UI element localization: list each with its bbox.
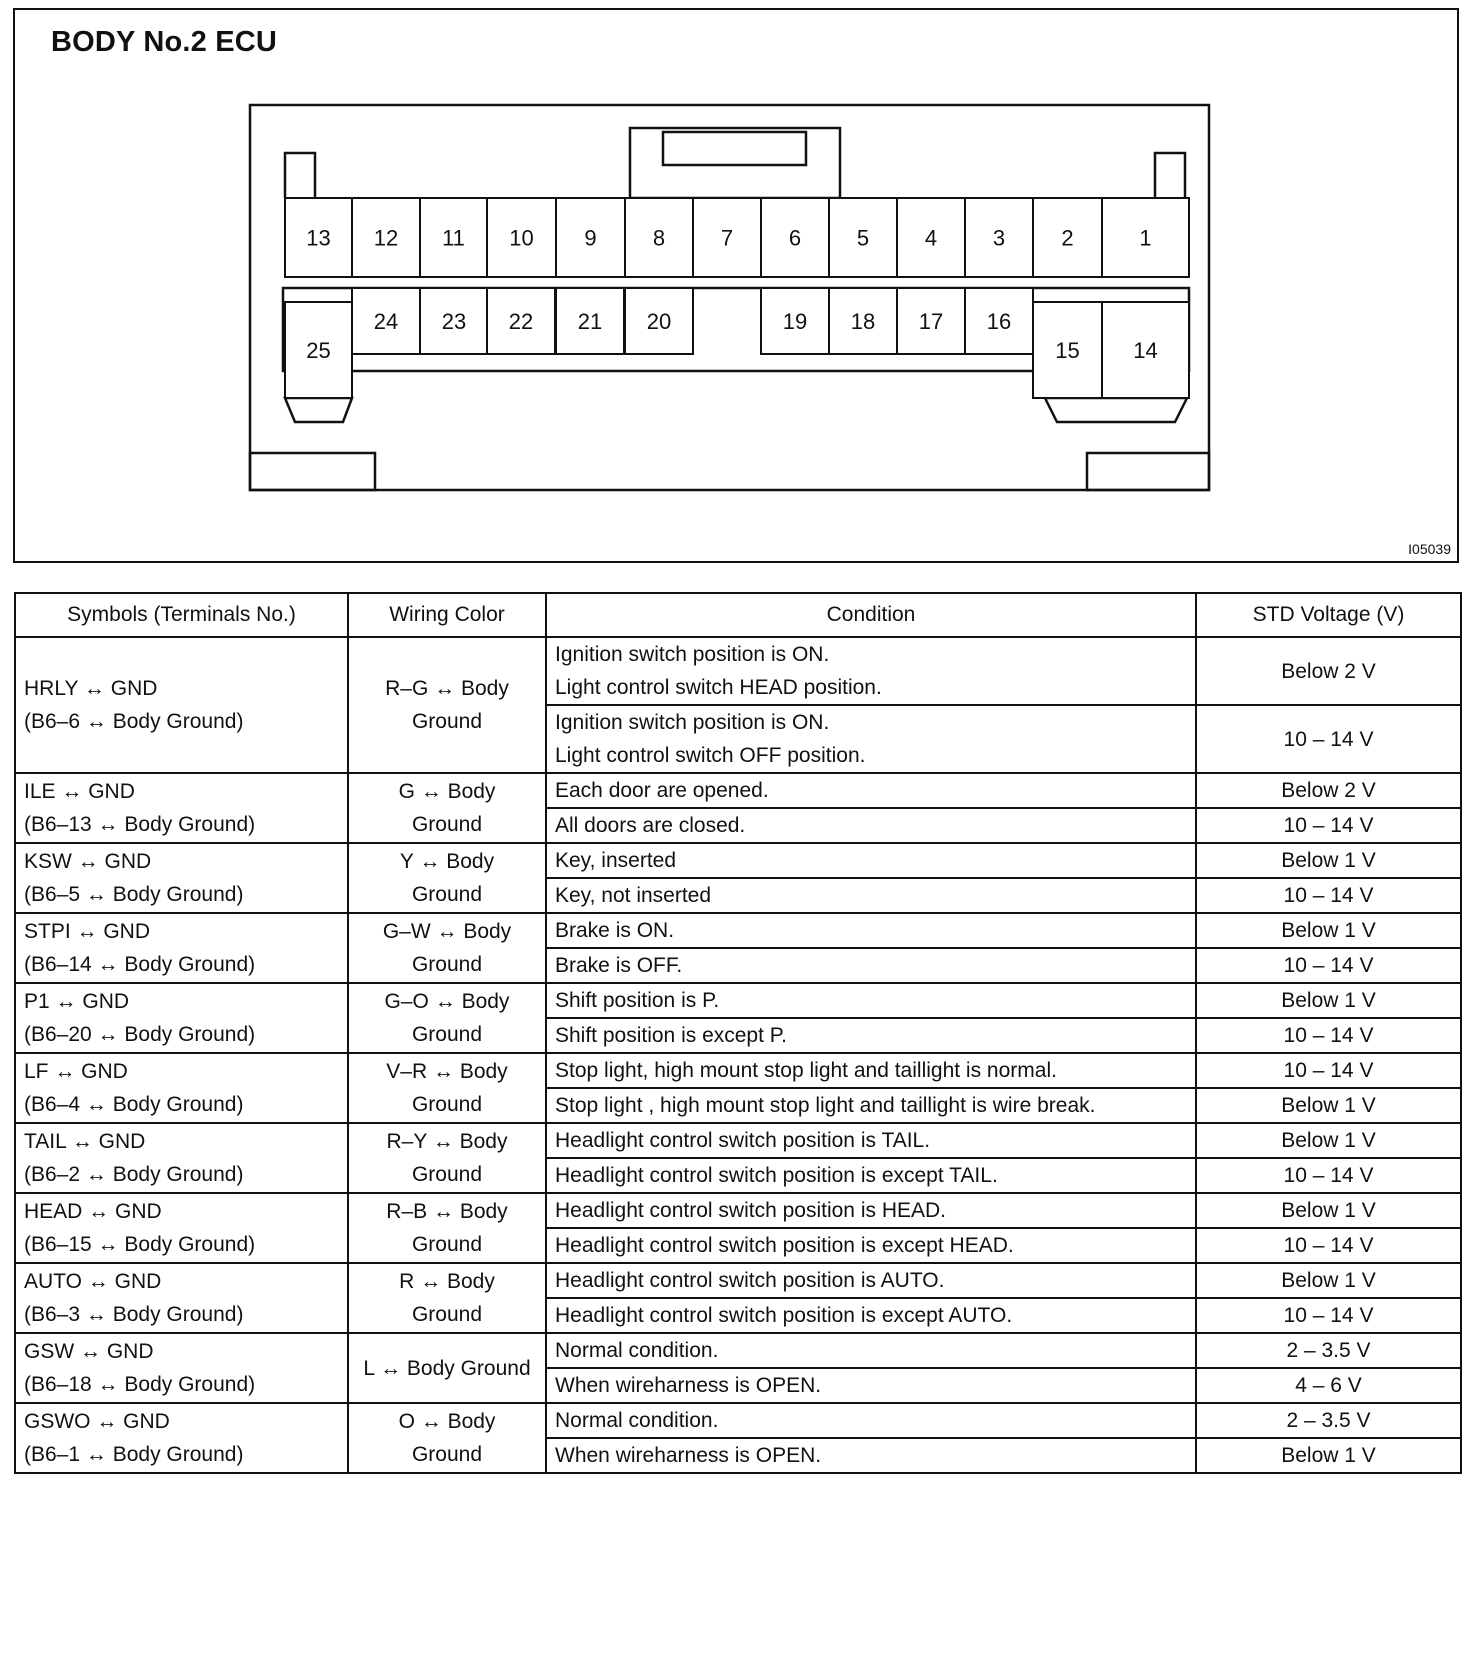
condition-text: All doors are closed. xyxy=(555,814,746,837)
table-row xyxy=(15,1333,1461,1368)
svg-text:13: 13 xyxy=(306,225,331,251)
condition-text: Stop light , high mount stop light and taillight is wire break. xyxy=(555,1094,1096,1117)
condition-cell xyxy=(546,1053,1196,1088)
symbol-cell xyxy=(15,1053,348,1123)
condition-cell xyxy=(546,878,1196,913)
right-foot xyxy=(1087,453,1209,490)
terminal-18 xyxy=(829,288,897,354)
terminal-number: (B6–13 ↔ Body Ground) xyxy=(24,813,256,836)
wiring-color-ground: Ground xyxy=(411,1093,483,1116)
condition-cell xyxy=(546,1438,1196,1473)
wiring-color-cell xyxy=(348,983,546,1053)
condition-text: Headlight control switch position is except TAIL. xyxy=(555,1164,998,1187)
terminal-5 xyxy=(829,198,897,277)
std-voltage: Below 1 V xyxy=(1196,913,1461,948)
svg-text:25: 25 xyxy=(306,338,331,363)
svg-text:8: 8 xyxy=(652,225,666,251)
std-voltage: 10 – 14 V xyxy=(1196,1053,1461,1088)
terminal-number: (B6–20 ↔ Body Ground) xyxy=(24,1023,256,1046)
right-base-taper xyxy=(1045,398,1187,422)
condition-text: Each door are opened. xyxy=(555,779,769,802)
wiring-color-ground: Ground xyxy=(411,1233,483,1256)
header-wiring-color: Wiring Color xyxy=(348,593,546,637)
table-row xyxy=(15,1123,1461,1158)
terminal-3 xyxy=(965,198,1033,277)
terminal-22 xyxy=(487,288,555,354)
svg-text:6: 6 xyxy=(788,225,802,251)
signal-symbol: P1 ↔ GND xyxy=(24,990,130,1013)
condition-cell xyxy=(546,1403,1196,1438)
terminal-2 xyxy=(1033,198,1102,277)
table-row xyxy=(15,637,1461,705)
svg-text:9: 9 xyxy=(584,225,597,251)
std-voltage: Below 1 V xyxy=(1196,1263,1461,1298)
symbol-cell xyxy=(15,1333,348,1403)
signal-symbol: TAIL ↔ GND xyxy=(24,1130,146,1153)
wiring-color-cell xyxy=(348,1123,546,1193)
wiring-color-cell xyxy=(348,637,546,773)
header-std-voltage: STD Voltage (V) xyxy=(1196,593,1461,637)
terminal-number: (B6–2 ↔ Body Ground) xyxy=(24,1163,244,1186)
wiring-color: G–O ↔ Body xyxy=(384,990,510,1013)
table-header-row xyxy=(15,593,1461,637)
svg-text:24: 24 xyxy=(373,309,399,334)
condition-text: Normal condition. xyxy=(555,1409,719,1432)
condition-text: Normal condition. xyxy=(555,1339,719,1362)
condition-text: When wireharness is OPEN. xyxy=(555,1444,822,1467)
table-row xyxy=(15,773,1461,808)
condition-text: Light control switch OFF position. xyxy=(555,744,866,767)
connector-drawing xyxy=(15,10,1457,561)
terminal-19 xyxy=(761,288,829,354)
svg-text:22: 22 xyxy=(508,309,534,334)
std-voltage: Below 1 V xyxy=(1196,983,1461,1018)
wiring-color-ground: Ground xyxy=(411,953,483,976)
signal-symbol: HEAD ↔ GND xyxy=(24,1200,162,1223)
signal-symbol: ILE ↔ GND xyxy=(24,780,135,803)
terminal-10 xyxy=(487,198,556,277)
condition-text: Ignition switch position is ON. xyxy=(555,643,830,666)
connector-diagram xyxy=(13,8,1459,563)
condition-cell xyxy=(546,913,1196,948)
std-voltage: 4 – 6 V xyxy=(1196,1368,1461,1403)
std-voltage: Below 2 V xyxy=(1196,637,1461,705)
wiring-color-cell xyxy=(348,1403,546,1473)
std-voltage: 2 – 3.5 V xyxy=(1196,1403,1461,1438)
table-row xyxy=(15,983,1461,1018)
svg-text:4: 4 xyxy=(924,225,938,251)
wiring-color-ground: Ground xyxy=(411,1303,483,1326)
terminal-16 xyxy=(965,288,1033,354)
svg-text:3: 3 xyxy=(992,225,1006,251)
wiring-color-cell xyxy=(348,913,546,983)
std-voltage: Below 1 V xyxy=(1196,1088,1461,1123)
left-base-taper xyxy=(285,398,352,422)
table-row xyxy=(15,1193,1461,1228)
signal-symbol: GSW ↔ GND xyxy=(24,1340,154,1363)
std-voltage: Below 1 V xyxy=(1196,1193,1461,1228)
terminal-7 xyxy=(693,198,761,277)
svg-text:15: 15 xyxy=(1055,338,1080,363)
right-latch xyxy=(1155,153,1185,198)
signal-symbol: STPI ↔ GND xyxy=(24,920,151,943)
table-row xyxy=(15,1053,1461,1088)
terminal-15 xyxy=(1033,302,1102,398)
lock-tab-inner xyxy=(663,132,806,165)
left-latch xyxy=(285,153,315,198)
wiring-color: R–B ↔ Body xyxy=(386,1200,508,1223)
header-symbols: Symbols (Terminals No.) xyxy=(15,593,348,637)
wiring-color-cell xyxy=(348,1193,546,1263)
terminal-20 xyxy=(625,288,693,354)
condition-cell xyxy=(546,1123,1196,1158)
terminal-9 xyxy=(556,198,625,277)
std-voltage: Below 2 V xyxy=(1196,773,1461,808)
symbol-cell xyxy=(15,1193,348,1263)
condition-text: Headlight control switch position is HEAD. xyxy=(555,1199,947,1222)
wiring-color: V–R ↔ Body xyxy=(386,1060,508,1083)
svg-text:5: 5 xyxy=(856,225,870,251)
wiring-color-ground: Ground xyxy=(411,1163,483,1186)
symbol-cell xyxy=(15,1263,348,1333)
terminal-17 xyxy=(897,288,965,354)
terminal-number: (B6–15 ↔ Body Ground) xyxy=(24,1233,256,1256)
condition-text: Key, inserted xyxy=(555,849,677,872)
figure-code: I05039 xyxy=(1408,541,1451,557)
svg-text:10: 10 xyxy=(509,225,534,251)
symbol-cell xyxy=(15,637,348,773)
condition-text: Headlight control switch position is TAIL. xyxy=(555,1129,931,1152)
condition-text: Stop light, high mount stop light and taillight is normal. xyxy=(555,1059,1057,1082)
terminal-number: (B6–6 ↔ Body Ground) xyxy=(24,710,244,733)
wiring-color-cell xyxy=(348,773,546,843)
wiring-color-ground: Ground xyxy=(411,883,483,906)
symbol-cell xyxy=(15,1123,348,1193)
svg-text:2: 2 xyxy=(1061,225,1074,251)
condition-cell xyxy=(546,637,1196,705)
wiring-color-cell xyxy=(348,843,546,913)
terminal-23 xyxy=(420,288,488,354)
wiring-color-ground: Ground xyxy=(411,1023,483,1046)
terminal-14 xyxy=(1102,302,1189,398)
svg-text:21: 21 xyxy=(577,309,603,334)
svg-text:20: 20 xyxy=(646,309,672,334)
condition-cell xyxy=(546,1368,1196,1403)
wiring-color-cell xyxy=(348,1333,546,1403)
condition-cell xyxy=(546,1193,1196,1228)
condition-cell xyxy=(546,705,1196,773)
left-foot xyxy=(250,453,375,490)
diagram-title: BODY No.2 ECU xyxy=(51,26,278,58)
condition-cell xyxy=(546,1333,1196,1368)
svg-text:18: 18 xyxy=(850,309,876,334)
symbol-cell xyxy=(15,913,348,983)
terminal-8 xyxy=(625,198,693,277)
signal-symbol: AUTO ↔ GND xyxy=(24,1270,162,1293)
wiring-color: G–W ↔ Body xyxy=(382,920,512,943)
terminal-6 xyxy=(761,198,829,277)
signal-symbol: LF ↔ GND xyxy=(24,1060,128,1083)
svg-text:7: 7 xyxy=(720,225,734,251)
wiring-color-ground: Ground xyxy=(411,710,483,733)
condition-text: Headlight control switch position is AUTO. xyxy=(555,1269,945,1292)
signal-symbol: KSW ↔ GND xyxy=(24,850,152,873)
condition-cell xyxy=(546,1158,1196,1193)
std-voltage: Below 1 V xyxy=(1196,843,1461,878)
lock-tab xyxy=(630,128,840,198)
terminal-number: (B6–18 ↔ Body Ground) xyxy=(24,1373,256,1396)
condition-cell xyxy=(546,843,1196,878)
wiring-color: R ↔ Body xyxy=(399,1270,495,1293)
condition-text: Ignition switch position is ON. xyxy=(555,711,830,734)
std-voltage: 10 – 14 V xyxy=(1196,808,1461,843)
signal-symbol: GSWO ↔ GND xyxy=(24,1410,170,1433)
wiring-color: G ↔ Body xyxy=(398,780,496,803)
condition-cell xyxy=(546,1088,1196,1123)
svg-text:16: 16 xyxy=(986,309,1012,334)
condition-text: Brake is ON. xyxy=(555,919,675,942)
wiring-color: O ↔ Body xyxy=(398,1410,496,1433)
condition-text: Light control switch HEAD position. xyxy=(555,676,882,699)
condition-text: Shift position is except P. xyxy=(555,1024,787,1047)
std-voltage: Below 1 V xyxy=(1196,1123,1461,1158)
wiring-color-ground: Ground xyxy=(411,1443,483,1466)
wiring-color-ground: Ground xyxy=(411,813,483,836)
svg-text:1: 1 xyxy=(1139,225,1152,251)
condition-cell xyxy=(546,1263,1196,1298)
condition-cell xyxy=(546,808,1196,843)
condition-text: Headlight control switch position is except HEAD. xyxy=(555,1234,1014,1257)
terminal-25 xyxy=(285,302,352,398)
terminal-12 xyxy=(352,198,420,277)
std-voltage: 10 – 14 V xyxy=(1196,948,1461,983)
terminal-21 xyxy=(556,288,624,354)
symbol-cell xyxy=(15,843,348,913)
terminal-number: (B6–4 ↔ Body Ground) xyxy=(24,1093,244,1116)
terminal-number: (B6–1 ↔ Body Ground) xyxy=(24,1443,244,1466)
terminal-number: (B6–5 ↔ Body Ground) xyxy=(24,883,244,906)
wiring-color: Y ↔ Body xyxy=(399,850,495,873)
terminal-24 xyxy=(352,288,420,354)
terminal-13 xyxy=(285,198,352,277)
condition-cell xyxy=(546,1298,1196,1333)
condition-cell xyxy=(546,983,1196,1018)
terminal-number: (B6–14 ↔ Body Ground) xyxy=(24,953,256,976)
condition-cell xyxy=(546,1228,1196,1263)
condition-cell xyxy=(546,1018,1196,1053)
condition-cell xyxy=(546,948,1196,983)
signal-symbol: HRLY ↔ GND xyxy=(24,677,158,700)
terminal-11 xyxy=(420,198,487,277)
symbol-cell xyxy=(15,773,348,843)
svg-text:11: 11 xyxy=(442,225,465,251)
table-row xyxy=(15,843,1461,878)
symbol-cell xyxy=(15,983,348,1053)
std-voltage: Below 1 V xyxy=(1196,1438,1461,1473)
svg-text:23: 23 xyxy=(441,309,467,334)
std-voltage: 2 – 3.5 V xyxy=(1196,1333,1461,1368)
std-voltage: 10 – 14 V xyxy=(1196,1228,1461,1263)
std-voltage: 10 – 14 V xyxy=(1196,878,1461,913)
terminal-number: (B6–3 ↔ Body Ground) xyxy=(24,1303,244,1326)
terminal-1 xyxy=(1102,198,1189,277)
wiring-color: R–Y ↔ Body xyxy=(386,1130,508,1153)
wiring-color: L ↔ Body Ground xyxy=(363,1356,531,1380)
header-condition: Condition xyxy=(546,593,1196,637)
terminal-4 xyxy=(897,198,965,277)
table-row xyxy=(15,913,1461,948)
std-voltage: 10 – 14 V xyxy=(1196,1018,1461,1053)
std-voltage: 10 – 14 V xyxy=(1196,705,1461,773)
condition-text: Shift position is P. xyxy=(555,989,720,1012)
wiring-color: R–G ↔ Body xyxy=(385,677,509,700)
svg-text:19: 19 xyxy=(782,309,808,334)
std-voltage: 10 – 14 V xyxy=(1196,1298,1461,1333)
std-voltage: 10 – 14 V xyxy=(1196,1158,1461,1193)
condition-text: Brake is OFF. xyxy=(555,954,683,977)
condition-text: Key, not inserted xyxy=(555,884,712,907)
voltage-spec-table xyxy=(14,592,1460,1474)
table-row xyxy=(15,1263,1461,1298)
condition-cell xyxy=(546,773,1196,808)
table-row xyxy=(15,1403,1461,1438)
symbol-cell xyxy=(15,1403,348,1473)
svg-text:12: 12 xyxy=(373,225,399,251)
wiring-color-cell xyxy=(348,1263,546,1333)
wiring-color-cell xyxy=(348,1053,546,1123)
svg-text:17: 17 xyxy=(918,309,944,334)
svg-text:14: 14 xyxy=(1133,338,1158,363)
condition-text: When wireharness is OPEN. xyxy=(555,1374,822,1397)
condition-text: Headlight control switch position is except AUTO. xyxy=(555,1304,1013,1327)
